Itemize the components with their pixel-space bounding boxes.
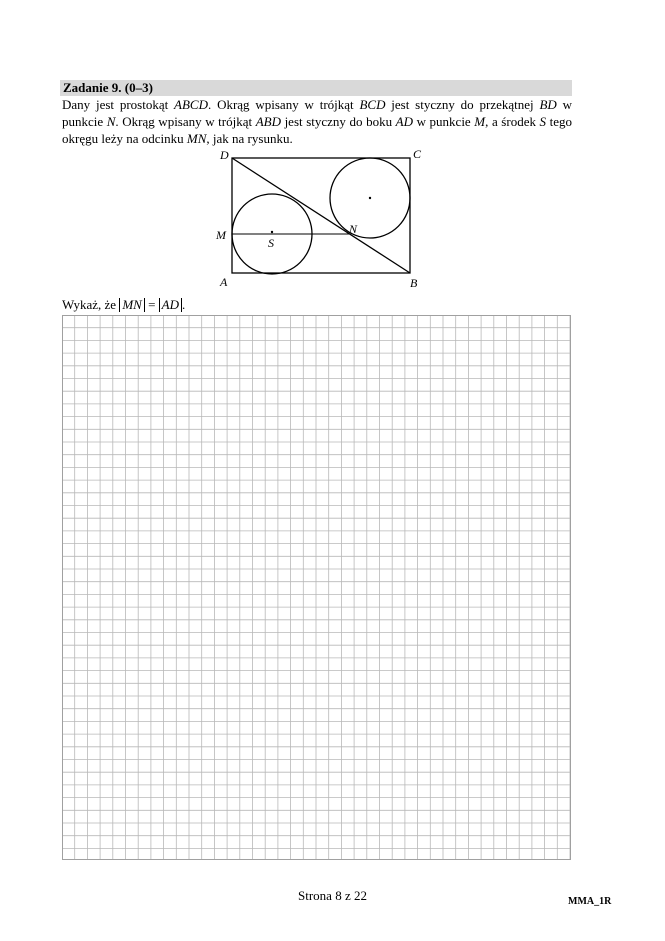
task-statement: Dany jest prostokąt ABCD. Okrąg wpisany w trójkąt BCD jest styczny do przekątnej BD w punkcie N. Okrąg wpisany w trójkąt ABD jest styczny do boku AD w punkcie M, a środek S tego okręgu leży na odcinku MN, jak na rysunku. [62,97,573,146]
prove-suffix: . [182,297,186,312]
label-m: M [216,228,226,242]
diagonal-bd [232,158,410,273]
label-s: S [268,236,274,250]
label-a: A [220,275,228,289]
grid-border [63,316,571,860]
label-n: N [349,222,358,236]
center-bcd-dot [369,197,371,199]
center-s-dot [271,231,273,233]
prove-statement [62,297,185,313]
task-header [60,80,572,96]
page-number: Strona 8 z 22 [298,888,367,903]
abs-ad: AD [159,298,182,312]
abs-mn: MN [119,298,145,312]
exam-code: MMA_1R [568,896,612,907]
label-d: D [220,148,229,162]
answer-grid[interactable] [62,315,572,861]
label-b: B [410,276,418,290]
geometry-figure [210,146,440,292]
task-title: Zadanie 9. (0–3) [63,80,153,95]
equals-sign: = [148,297,156,312]
label-c: C [413,147,422,161]
grid-lines [62,315,571,860]
prove-prefix: Wykaż, że [62,297,117,312]
